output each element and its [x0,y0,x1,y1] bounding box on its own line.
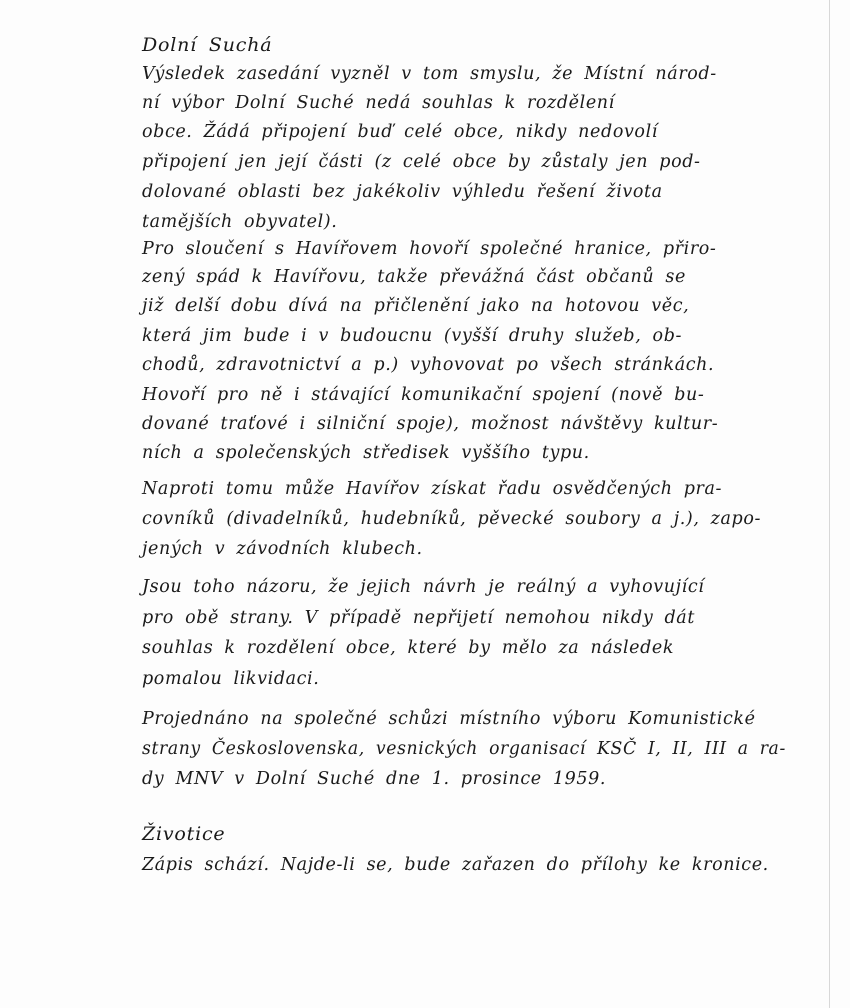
text-line: dované traťové i silniční spoje), možnost návštěvy kultur- [142,414,719,434]
page-edge [829,0,830,1008]
text-line: covníků (divadelníků, hudebníků, pěvecké soubory a j.), zapo- [142,509,761,529]
text-line: dolované oblasti bez jakékoliv výhledu řešení života [142,182,663,202]
text-line: Naproti tomu může Havířov získat řadu osvědčených pra- [142,479,723,499]
text-line: ní výbor Dolní Suché nedá souhlas k rozdělení [142,93,615,113]
text-line: ních a společenských středisek vyššího typu. [142,443,590,463]
text-line: Výsledek zasedání vyzněl v tom smyslu, že Místní národ- [142,64,717,84]
text-line: která jim bude i v budoucnu (vyšší druhy služeb, ob- [142,326,683,346]
text-line: pomalou likvidaci. [142,669,320,689]
text-line: dy MNV v Dolní Suché dne 1. prosince 1959. [142,769,606,789]
text-line: Projednáno na společné schůzi místního výboru Komunistické [142,709,756,729]
text-line: obce. Žádá připojení buď celé obce, nikdy nedovolí [142,122,658,142]
section-heading-dolni-sucha: Dolní Suchá [142,34,273,56]
text-line: připojení jen její části (z celé obce by zůstaly jen pod- [142,152,701,172]
text-line: strany Československa, vesnických organisací KSČ I, II, III a ra- [142,739,786,759]
text-line: Hovoří pro ně i stávající komunikační spojení (nově bu- [142,385,705,405]
text-line: pro obě strany. V případě nepřijetí nemohou nikdy dát [142,608,695,628]
text-line: Jsou toho názoru, že jejich návrh je reálný a vyhovující [142,577,705,597]
text-line: jených v závodních klubech. [142,539,423,559]
text-line: souhlas k rozdělení obce, které by mělo za následek [142,638,675,658]
text-line: již delší dobu dívá na přičlenění jako na hotovou věc, [142,296,690,316]
text-line: Pro sloučení s Havířovem hovoří společné hranice, přiro- [142,239,717,259]
text-line: Zápis schází. Najde-li se, bude zařazen do přílohy ke kronice. [142,855,769,875]
text-line: chodů, zdravotnictví a p.) vyhovovat po všech stránkách. [142,355,715,375]
text-line: zený spád k Havířovu, takže převážná část občanů se [142,267,686,287]
text-line: tamějších obyvatel). [142,212,338,232]
section-heading-zivotice: Životice [142,823,226,845]
